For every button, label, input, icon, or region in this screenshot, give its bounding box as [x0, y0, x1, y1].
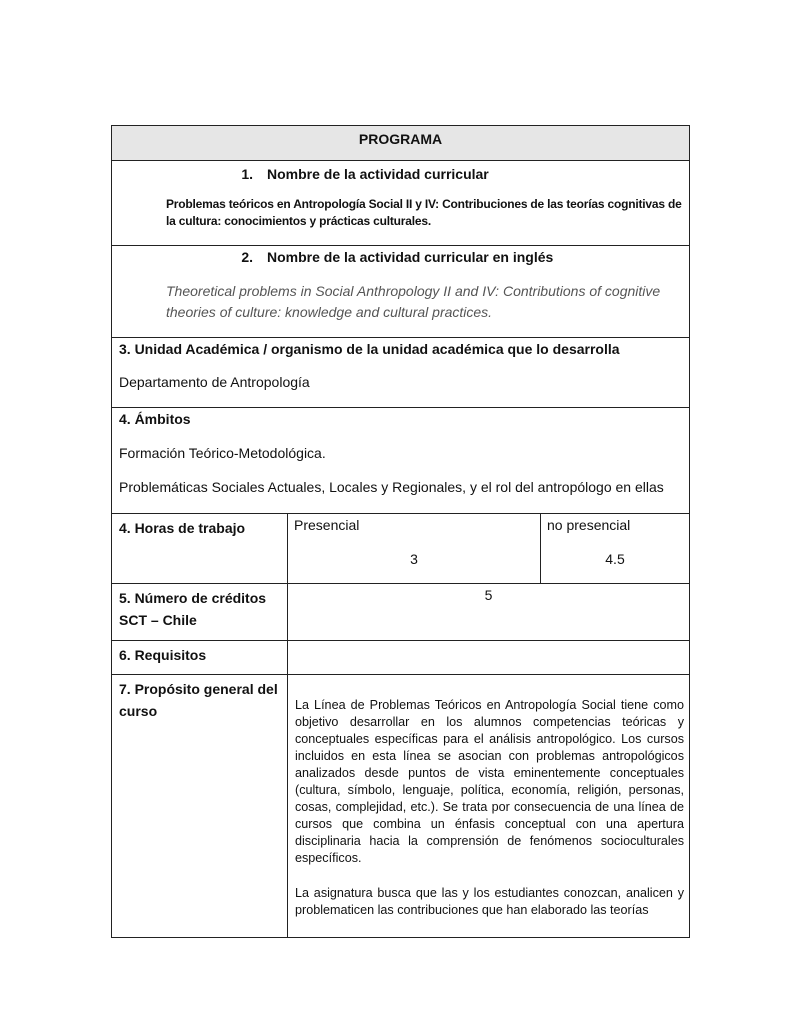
credits-value: 5 — [484, 587, 493, 603]
no-presencial-label: no presencial — [547, 517, 631, 533]
credits-label-cell — [112, 584, 288, 641]
hours-no-presencial-cell — [541, 514, 690, 584]
scope-value-1: Formación Teórico-Metodológica. — [119, 445, 326, 461]
purpose-label: 7. Propósito general del curso — [119, 681, 278, 719]
activity-name-value: Problemas teóricos en Antropología Social II y IV: Contribuciones de las teorías cognitivas de la cultura: conocimientos y prácticas culturales. — [166, 197, 682, 228]
program-title-cell — [112, 126, 690, 161]
purpose-label-cell — [112, 675, 288, 938]
credits-value-cell — [288, 584, 690, 641]
section-number: 1. — [241, 166, 253, 182]
activity-name-english-value: Theoretical problems in Social Anthropology II and IV: Contributions of cognitive theories of culture: knowledge and cultural practices. — [166, 283, 661, 320]
requirements-value — [288, 641, 689, 644]
hours-label-cell — [112, 514, 288, 584]
hours-presencial-cell — [288, 514, 541, 584]
hours-label: 4. Horas de trabajo — [119, 520, 246, 536]
program-title: PROGRAMA — [358, 131, 443, 147]
purpose-paragraph-1: La Línea de Problemas Teóricos en Antropología Social tiene como objetivo desarrollar en los alumnos competencias teóricas y conceptuales específicas para el análisis antropológico. Los cursos incluidos en esta línea se asocian con problemas antropológicos analizados desde puntos de vista eminentemente conceptuales (cultura, símbolo, lenguaje, política, economía, religión, personas, cosas, complejidad, etc.). Se trata por consecuencia de una línea de cursos que combina un énfasis conceptual con una apertura disciplinaria hacia la comprensión de fenómenos socioculturales específicos. — [295, 698, 684, 865]
section-heading: 4. Ámbitos — [119, 411, 191, 427]
scope-value-2: Problemáticas Sociales Actuales, Locales y Regionales, y el rol del antropólogo en ellas — [119, 479, 664, 495]
requirements-value-cell — [288, 641, 690, 675]
credits-label: 5. Número de créditos SCT – Chile — [119, 590, 267, 628]
section-academic-unit — [112, 338, 690, 408]
section-heading: 3. Unidad Académica / organismo de la unidad académica que lo desarrolla — [119, 341, 620, 357]
section-number: 2. — [241, 249, 253, 265]
no-presencial-value: 4.5 — [605, 551, 625, 567]
section-activity-name — [112, 161, 690, 246]
requirements-label: 6. Requisitos — [119, 647, 207, 663]
section-heading: Nombre de la actividad curricular en inglés — [267, 249, 554, 265]
section-scopes — [112, 408, 690, 514]
section-heading: Nombre de la actividad curricular — [267, 166, 489, 182]
section-activity-name-english — [112, 246, 690, 338]
academic-unit-value: Departamento de Antropología — [119, 374, 310, 390]
program-table — [111, 125, 690, 938]
purpose-paragraph-2: La asignatura busca que las y los estudiantes conozcan, analicen y problematicen las contribuciones que han elaborado las teorías — [295, 886, 684, 917]
requirements-label-cell — [112, 641, 288, 675]
presencial-value: 3 — [410, 551, 418, 567]
purpose-value-cell — [288, 675, 690, 938]
presencial-label: Presencial — [294, 517, 360, 533]
